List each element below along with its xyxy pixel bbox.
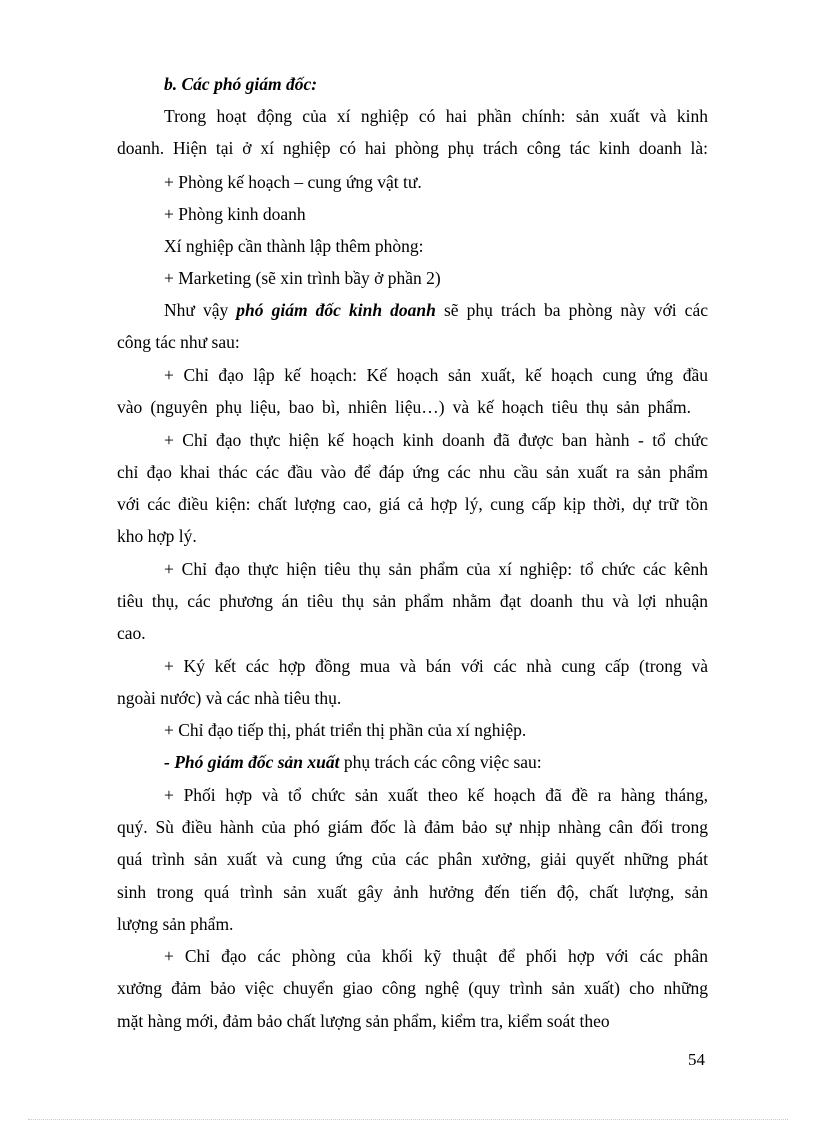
list-item: + Marketing (sẽ xin trình bầy ở phần 2) xyxy=(164,268,441,288)
list-item: + Chỉ đạo lập kế hoạch: Kế hoạch sản xuất, kế hoạch cung ứng đầu xyxy=(164,365,708,385)
paragraph-line: vào (nguyên phụ liệu, bao bì, nhiên liệu…) và kế hoạch tiêu thụ sản phẩm. xyxy=(117,397,691,417)
text-run: sẽ phụ trách ba phòng này với các xyxy=(443,300,708,320)
paragraph-line: kho hợp lý. xyxy=(117,526,197,546)
paragraph-line: quá trình sản xuất và cung ứng của các phân xưởng, giải quyết những phát xyxy=(117,849,708,869)
text-run: phụ trách các công việc sau: xyxy=(343,752,542,772)
list-item: + Phòng kế hoạch – cung ứng vật tư. xyxy=(164,172,422,192)
page-number: 54 xyxy=(688,1050,705,1069)
paragraph-line: xưởng đảm bảo việc chuyển giao công nghệ (quy trình sản xuất) cho những xyxy=(117,978,708,998)
paragraph-line: cao. xyxy=(117,623,146,643)
paragraph-line: mặt hàng mới, đảm bảo chất lượng sản phẩm, kiểm tra, kiểm soát theo xyxy=(117,1011,610,1031)
footer-divider xyxy=(28,1119,788,1120)
list-item: + Chỉ đạo thực hiện kế hoạch kinh doanh đã được ban hành - tổ chức xyxy=(164,430,708,450)
text-run: Như vậy xyxy=(164,300,229,320)
list-item: + Chỉ đạo tiếp thị, phát triển thị phần của xí nghiệp. xyxy=(164,720,527,740)
list-item: + Phối hợp và tổ chức sản xuất theo kế hoạch đã đề ra hàng tháng, xyxy=(164,785,708,805)
paragraph-line-mixed xyxy=(164,299,708,321)
paragraph-line: Trong hoạt động của xí nghiệp có hai phần chính: sản xuất và kinh xyxy=(164,106,708,126)
list-item: + Chỉ đạo các phòng của khối kỹ thuật để phối hợp với các phân xyxy=(164,946,708,966)
paragraph-line: doanh. Hiện tại ở xí nghiệp có hai phòng phụ trách công tác kinh doanh là: xyxy=(117,138,708,158)
paragraph-line-mixed xyxy=(164,751,542,773)
paragraph-line: với các điều kiện: chất lượng cao, giá cả hợp lý, cung cấp kịp thời, dự trữ tồn xyxy=(117,494,708,514)
paragraph-line: chỉ đạo khai thác các đầu vào để đáp ứng các nhu cầu sản xuất ra sản phẩm xyxy=(117,462,708,482)
paragraph-line: lượng sản phẩm. xyxy=(117,914,234,934)
paragraph-line: quý. Sù điều hành của phó giám đốc là đảm bảo sự nhịp nhàng cân đối trong xyxy=(117,817,708,837)
paragraph-line: Xí nghiệp cần thành lập thêm phòng: xyxy=(164,236,424,256)
list-item: + Phòng kinh doanh xyxy=(164,204,306,224)
list-item: + Chỉ đạo thực hiện tiêu thụ sản phẩm của xí nghiệp: tổ chức các kênh xyxy=(164,559,708,579)
paragraph-line: công tác như sau: xyxy=(117,332,240,352)
paragraph-line: ngoài nước) và các nhà tiêu thụ. xyxy=(117,688,342,708)
section-heading: b. Các phó giám đốc: xyxy=(164,74,318,94)
paragraph-line: sinh trong quá trình sản xuất gây ảnh hưởng đến tiến độ, chất lượng, sản xyxy=(117,882,708,902)
emphasis-text: phó giám đốc kinh doanh xyxy=(236,300,436,320)
paragraph-line: tiêu thụ, các phương án tiêu thụ sản phẩm nhằm đạt doanh thu và lợi nhuận xyxy=(117,591,708,611)
emphasis-text: - Phó giám đốc sản xuất xyxy=(164,752,340,772)
list-item: + Ký kết các hợp đồng mua và bán với các nhà cung cấp (trong và xyxy=(164,656,708,676)
